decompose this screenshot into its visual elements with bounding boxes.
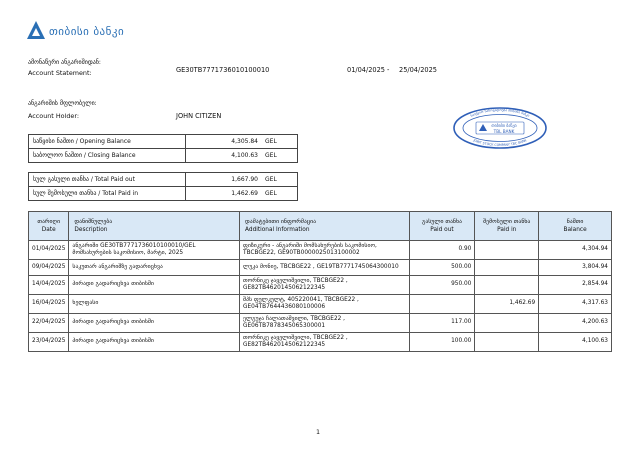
- cell-date: 14/04/2025: [29, 276, 69, 295]
- total-paid-out-currency: GEL: [262, 173, 298, 187]
- closing-balance-amount: 4,100.63: [186, 149, 263, 163]
- closing-balance-row: [29, 149, 298, 163]
- header-description: დანიშნულება Description: [69, 212, 240, 241]
- cell-date: 23/04/2025: [29, 333, 69, 352]
- total-paid-in-label: სულ შემოსული თანხა / Total Paid in: [29, 187, 186, 201]
- statement-label-ka: ამონაწერი ანგარიშიდან:: [28, 59, 101, 66]
- cell-paid-in: [475, 333, 539, 352]
- holder-label-en: Account Holder:: [28, 112, 79, 120]
- cell-description: ხელფასი: [69, 295, 240, 314]
- closing-balance-currency: GEL: [262, 149, 298, 163]
- date-to: 25/04/2025: [399, 66, 438, 74]
- svg-text:სააქციო საზოგადოება თიბისი ბან: სააქციო საზოგადოება თიბისი ბანკი: [469, 107, 531, 118]
- table-header-row: [29, 212, 612, 241]
- cell-paid-out: 950.00: [409, 276, 475, 295]
- header-paid-in: შემოსული თანხა Paid in: [475, 212, 539, 241]
- cell-paid-out: 100.00: [409, 333, 475, 352]
- table-row: [29, 295, 612, 314]
- date-separator: -: [387, 66, 390, 74]
- cell-additional-info: ლუკა მონიე, TBCBGE22 , GE19TB7771745064300010: [240, 260, 410, 276]
- cell-paid-out: [409, 295, 475, 314]
- table-row: [29, 276, 612, 295]
- header-balance: ნაშთი Balance: [539, 212, 612, 241]
- header-date: თარიღი Date: [29, 212, 69, 241]
- total-paid-out-label: სულ გასული თანხა / Total Paid out: [29, 173, 186, 187]
- cell-paid-in: [475, 241, 539, 260]
- cell-additional-info: ფიზიკური - ანგარიში მომსახურების საკომისიო, TBCBGE22, GE90TB0000025013100002: [240, 241, 410, 260]
- cell-description: პირადი გადარიცხვა თიბისში: [69, 314, 240, 333]
- table-row: [29, 260, 612, 276]
- cell-date: 22/04/2025: [29, 314, 69, 333]
- total-paid-in-currency: GEL: [262, 187, 298, 201]
- table-row: [29, 314, 612, 333]
- bank-logo-icon: [27, 21, 45, 41]
- cell-balance: 3,804.94: [539, 260, 612, 276]
- opening-balance-row: [29, 135, 298, 149]
- cell-balance: 4,304.94: [539, 241, 612, 260]
- cell-additional-info: ელგუჯა ჩალათაშვილი, TBCBGE22 , GE06TB7878345065300001: [240, 314, 410, 333]
- cell-date: 09/04/2025: [29, 260, 69, 276]
- opening-balance-amount: 4,305.84: [186, 135, 263, 149]
- cell-balance: 4,200.63: [539, 314, 612, 333]
- cell-description: საკუთარ ანგარიშზე გადარიცხვა: [69, 260, 240, 276]
- page-number: 1: [316, 428, 321, 436]
- account-number: GE30TB7771736010100010: [176, 66, 270, 74]
- cell-balance: 2,854.94: [539, 276, 612, 295]
- cell-additional-info: თორნიკე ჯაყელიშვილი, TBCBGE22 , GE82TB4620145062122345: [240, 333, 410, 352]
- cell-paid-in: 1,462.69: [475, 295, 539, 314]
- cell-date: 01/04/2025: [29, 241, 69, 260]
- cell-paid-out: 0.90: [409, 241, 475, 260]
- svg-text:თიბისი ბანკი: თიბისი ბანკი: [491, 123, 517, 128]
- opening-balance-label: საწყისი ნაშთი / Opening Balance: [29, 135, 186, 149]
- svg-text:TBL BANK: TBL BANK: [493, 129, 515, 134]
- cell-description: პირადი გადარიცხვა თიბისში: [69, 276, 240, 295]
- cell-additional-info: თორნიკე ჯაყელიშვილი, TBCBGE22 , GE82TB4620145062122345: [240, 276, 410, 295]
- table-row: [29, 241, 612, 260]
- balances-box: [28, 134, 298, 163]
- bank-seal-stamp: [452, 107, 548, 149]
- bank-name: თიბისი ბანკი: [49, 24, 125, 38]
- cell-date: 16/04/2025: [29, 295, 69, 314]
- total-paid-out-row: [29, 173, 298, 187]
- cell-paid-in: [475, 276, 539, 295]
- totals-box: [28, 172, 298, 201]
- total-paid-out-amount: 1,667.90: [186, 173, 263, 187]
- cell-description: ანგარიში GE30TB7771736010100010/GEL მომსახურების საკომისიო, მარტი, 2025: [69, 241, 240, 260]
- cell-description: პირადი გადარიცხვა თიბისში: [69, 333, 240, 352]
- date-from: 01/04/2025: [347, 66, 386, 74]
- closing-balance-label: საბოლოო ნაშთი / Closing Balance: [29, 149, 186, 163]
- header-additional-info: დამატებითი ინფორმაცია Additional Information: [240, 212, 410, 241]
- svg-text:JOINT STOCK COMPANY TBC BANK: JOINT STOCK COMPANY TBC BANK: [472, 138, 528, 148]
- cell-additional-info: შპს ფულკულტ, 405220041, TBCBGE22 , GE04TB7644436080100006: [240, 295, 410, 314]
- opening-balance-currency: GEL: [262, 135, 298, 149]
- holder-name: JOHN CITIZEN: [176, 112, 222, 120]
- transactions-table: [28, 211, 612, 352]
- holder-label-ka: ანგარიშის მფლობელი:: [28, 100, 97, 107]
- total-paid-in-row: [29, 187, 298, 201]
- header-paid-out: გასული თანხა Paid out: [409, 212, 475, 241]
- cell-paid-in: [475, 314, 539, 333]
- cell-paid-in: [475, 260, 539, 276]
- total-paid-in-amount: 1,462.69: [186, 187, 263, 201]
- bank-logo: [27, 21, 124, 41]
- cell-paid-out: 500.00: [409, 260, 475, 276]
- cell-balance: 4,100.63: [539, 333, 612, 352]
- cell-balance: 4,317.63: [539, 295, 612, 314]
- statement-label-en: Account Statement:: [28, 69, 92, 77]
- cell-paid-out: 117.00: [409, 314, 475, 333]
- table-row: [29, 333, 612, 352]
